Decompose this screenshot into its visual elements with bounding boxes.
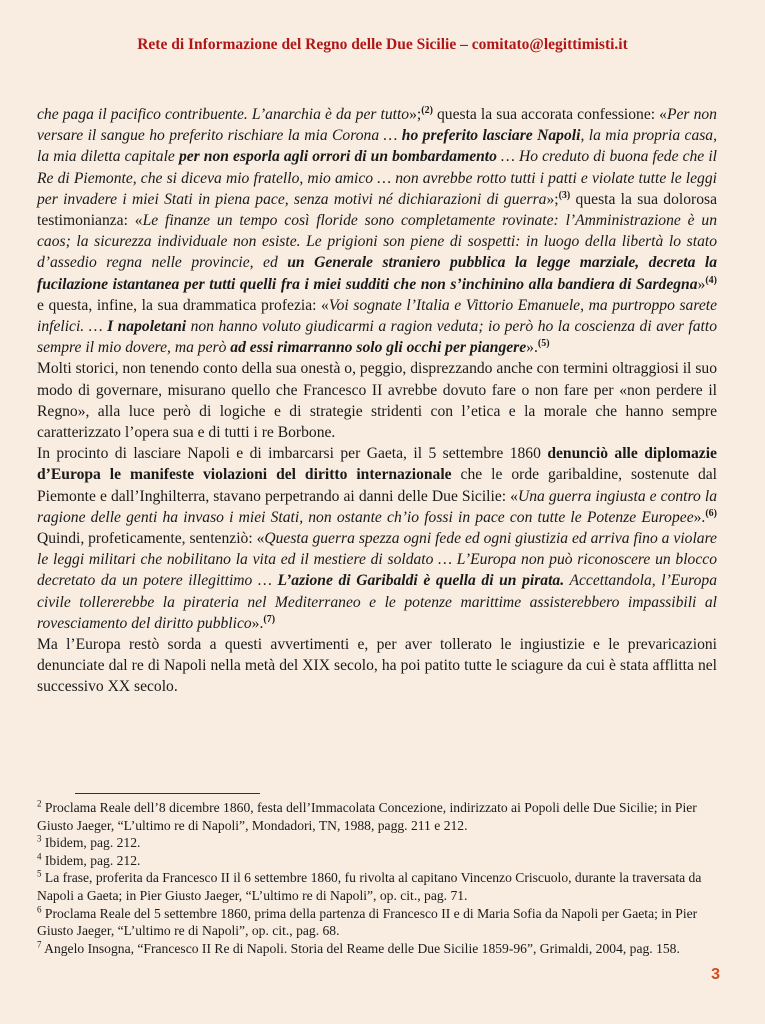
footnote (37, 869, 717, 904)
footnote-ref[interactable]: (3) (558, 189, 571, 201)
footnote-divider (75, 793, 260, 794)
text: Quindi, profeticamente, sentenziò: « (37, 530, 265, 548)
footnote-text: Ibidem, pag. 212. (41, 835, 141, 851)
footnote-number: 3 (37, 833, 42, 844)
text: questa la sua accorata confessione: « (432, 106, 667, 123)
quote: Le finanze un tempo così floride sono completamente rovinate: l’Amministrazione è un caos; la sicurezza individuale non esiste. Le prigioni son piene di sospetti: in luogo della libertà lo stato d’assedio regna nelle provincie, ed (37, 212, 717, 272)
text: »; (546, 190, 559, 208)
quote: Per non versare il sangue ho preferito rischiare la mia Corona … (37, 106, 717, 145)
footnote-number: 7 (37, 939, 42, 950)
quote: Accettandola, l’Europa civile tollererebbe la pirateria nel Mediterraneo e le potenze marittime assisterebbero impassibili al rovesciamento del diritto pubblico (37, 572, 717, 632)
quote-emphasis: un Generale straniero pubblica la legge marziale, decreta la fucilazione istantanea per tutti quelli fra i miei sudditi che non s’inchinino alla bandiera di Sardegna (37, 254, 717, 293)
quote: Questa guerra spezza ogni fede ed ogni giustizia ed arriva fino a violare le leggi militari che nobilitano la vita ed il mestiere di soldato … L’Europa non può riconoscere un blocco decretato da un potere illegittimo … (37, 530, 717, 590)
quote-emphasis: ad essi rimarranno solo gli occhi per piangere (230, 339, 527, 357)
text: ». (693, 508, 706, 526)
text: e questa, infine, la sua drammatica profezia: « (37, 296, 329, 314)
text: ». (526, 339, 538, 357)
quote: che paga il pacifico contribuente. L’anarchia è da per tutto (37, 106, 410, 123)
footnote (37, 940, 717, 958)
page-header: Rete di Informazione del Regno delle Due Sicilie – comitato@legittimisti.it (137, 36, 628, 53)
body-text (37, 104, 717, 698)
footnote-text: La frase, proferita da Francesco II il 6 settembre 1860, fu rivolta al capitano Vincenzo Criscuolo, durante la traversata da Napoli a Gaeta; in Pier Giusto Jaeger, “L’ultimo re di Napoli”, op. cit., pag. 71. (37, 870, 702, 903)
quote: Una guerra ingiusta e contro la ragione delle genti ha invaso i miei Stati, non ostante ch’io fossi in pace con tutte le Potenze Europee (37, 487, 717, 526)
text: In procinto di lasciare Napoli e di imbarcarsi per Gaeta, il 5 settembre 1860 (37, 445, 548, 463)
quote-emphasis: per non esporla agli orrori di un bombardamento (178, 148, 497, 166)
text: questa la sua dolorosa testimonianza: « (37, 190, 717, 230)
footnote-text: Angelo Insogna, “Francesco II Re di Napoli. Storia del Reame delle Due Sicilie 1859-96”, Grimaldi, 2004, pag. 158. (41, 940, 680, 956)
footnote-text: Proclama Reale del 5 settembre 1860, prima della partenza di Francesco II e di Maria Sofia da Napoli per Gaeta; in Pier Giusto Jaeger, “L’ultimo re di Napoli”, op. cit., pag. 68. (37, 905, 698, 939)
footnote-number: 2 (37, 798, 42, 809)
paragraph-3 (37, 443, 717, 634)
text: » (697, 275, 706, 293)
footnote-number: 6 (37, 904, 42, 915)
emphasis: denunciò alle diplomazie d’Europa le manifeste violazioni del diritto internazionale (37, 445, 717, 484)
quote: … Ho creduto di buona fede che il Re di Piemonte, che si diceva mio fratello, mio amico … non avrebbe rotto tutti i patti e violate tutte le leggi per invadere i miei Stati in piena pace, senza motivi né dichiarazioni di guerra (37, 148, 717, 208)
footnote (37, 852, 717, 870)
footnote-ref[interactable]: (2) (421, 104, 433, 116)
paragraph-1 (37, 104, 717, 358)
footnote-number: 4 (37, 851, 42, 862)
quote: , la mia propria casa, la mia diletta capitale (37, 127, 718, 166)
quote-emphasis: ho preferito lasciare Napoli (401, 127, 581, 145)
page-number: 3 (711, 966, 720, 983)
footnotes (37, 799, 717, 957)
quote-emphasis: I napoletani (107, 318, 187, 336)
text: »; (409, 106, 422, 123)
footnote-text: Proclama Reale dell’8 dicembre 1860, festa dell’Immacolata Concezione, indirizzato ai Popoli delle Due Sicilie; in Pier Giusto Jaeger, “L’ultimo re di Napoli”, Mondadori, TN, 1988, pagg. 211 e 212. (37, 800, 697, 833)
paragraph-2: Molti storici, non tenendo conto della sua onestà o, peggio, disprezzando anche con termini oltraggiosi il suo modo di governare, misurano quello che Francesco II avrebbe dovuto fare o non fare per «non perdere il Regno», alla luce però di logiche e di strategie stridenti con l’etica e la morale che hanno sempre caratterizzato l’opera sua e di tutti i re Borbone. (37, 360, 717, 442)
footnote-text: Ibidem, pag. 212. (41, 852, 141, 868)
text: ». (251, 614, 264, 632)
footnote-ref[interactable]: (4) (705, 274, 717, 286)
footnote-ref[interactable]: (7) (263, 613, 276, 625)
quote: Voi sognate l’Italia e Vittorio Emanuele, ma purtroppo sarete infelici. … (37, 296, 717, 336)
footnote (37, 834, 717, 852)
quote-emphasis: L’azione di Garibaldi è quella di un pirata. (277, 572, 565, 590)
footnote (37, 905, 717, 940)
quote: non hanno voluto giudicarmi a ragion veduta; io però ho la coscienza di aver fatto sempre il mio dovere, ma però (37, 318, 717, 357)
footnote-ref[interactable]: (6) (705, 507, 717, 519)
text: che le orde garibaldine, sostenute dal Piemonte e dall’Inghilterra, stavano perpetrando ai danni delle Due Sicilie: « (37, 466, 717, 505)
footnote-ref[interactable]: (5) (537, 338, 550, 350)
paragraph-4: Ma l’Europa restò sorda a questi avvertimenti e, per aver tollerato le ingiustizie e le prevaricazioni denunciate dal re di Napoli nella metà del XIX secolo, ha poi patito tutte le sciagure da cui è stata afflitta nel successivo XX secolo. (37, 636, 717, 696)
footnote-number: 5 (37, 868, 42, 879)
footnote (37, 799, 717, 834)
